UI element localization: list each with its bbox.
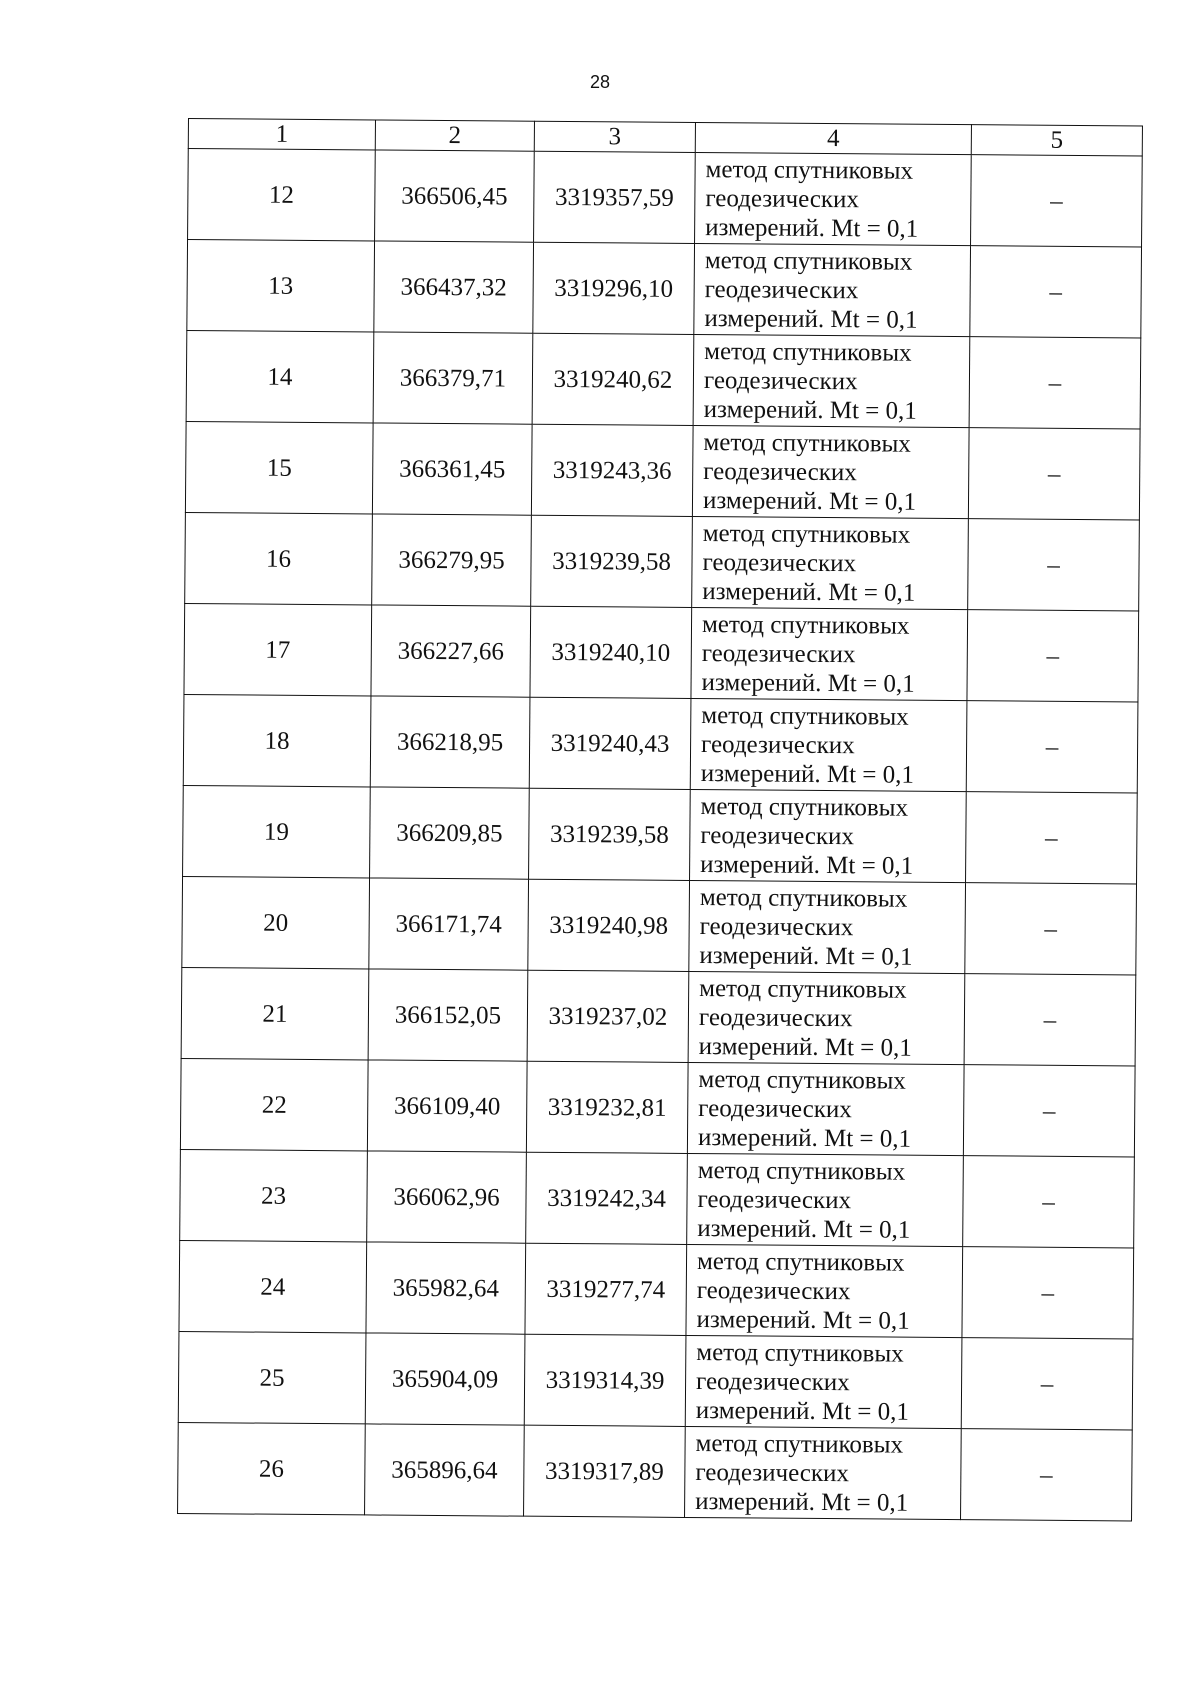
point-number: 16	[265, 545, 292, 573]
table-row	[186, 330, 1141, 428]
note-dash: –	[1044, 915, 1058, 943]
method-line-3: измерений. Mt = 0,1	[697, 1123, 912, 1153]
method-cell	[688, 971, 965, 1064]
point-number: 13	[268, 272, 294, 300]
y-coordinate-cell	[527, 970, 689, 1062]
x-coordinate-cell	[373, 332, 533, 424]
x-coordinate: 366109,40	[394, 1092, 501, 1120]
note-dash: –	[1049, 278, 1063, 306]
method-line-2: геодезических	[701, 639, 856, 668]
method-line-1: метод спутниковых	[695, 1429, 904, 1459]
note-dash: –	[1043, 1006, 1057, 1034]
x-coordinate: 365904,09	[391, 1365, 499, 1393]
column-header-1: 1	[188, 119, 375, 150]
y-coordinate-cell	[524, 1334, 686, 1426]
method-line-2: геодезических	[695, 1458, 850, 1487]
method-line-3: измерений. Mt = 0,1	[702, 577, 916, 607]
note-cell	[970, 246, 1142, 338]
y-coordinate-cell	[525, 1243, 687, 1335]
point-number-cell	[181, 967, 369, 1059]
x-coordinate-cell	[366, 1242, 526, 1334]
method-line-1: метод спутниковых	[700, 792, 909, 822]
x-coordinate: 366218,95	[396, 728, 504, 756]
table-row	[178, 1422, 1133, 1520]
x-coordinate: 366279,95	[398, 546, 505, 575]
x-coordinate: 366227,66	[397, 637, 505, 665]
method-line-2: геодезических	[695, 1367, 850, 1396]
method-cell	[687, 1153, 964, 1246]
method-line-1: метод спутниковых	[701, 701, 909, 731]
note-dash: –	[1045, 824, 1058, 852]
method-line-2: геодезических	[703, 457, 857, 486]
method-line-1: метод спутниковых	[705, 155, 914, 185]
point-number: 23	[260, 1182, 287, 1210]
note-cell	[962, 1247, 1134, 1339]
point-number: 12	[268, 181, 295, 209]
x-coordinate: 366506,45	[401, 182, 508, 211]
note-cell	[961, 1338, 1133, 1430]
x-coordinate-cell	[370, 696, 530, 788]
note-cell	[961, 1429, 1133, 1521]
table-row	[185, 512, 1140, 610]
method-line-1: метод спутниковых	[699, 974, 907, 1004]
note-cell	[966, 792, 1138, 884]
method-line-3: измерений. Mt = 0,1	[696, 1305, 910, 1335]
method-line-2: геодезических	[700, 821, 855, 850]
point-number-cell	[183, 785, 371, 877]
point-number: 25	[259, 1364, 285, 1392]
point-number-cell	[182, 876, 370, 968]
point-number: 21	[262, 1000, 288, 1028]
method-line-3: измерений. Mt = 0,1	[698, 1032, 912, 1062]
method-line-1: метод спутниковых	[696, 1247, 905, 1277]
point-number-cell	[186, 330, 374, 422]
point-number-cell	[184, 603, 372, 695]
x-coordinate: 366437,32	[400, 273, 507, 302]
table-row	[183, 694, 1138, 792]
y-coordinate-cell	[532, 333, 694, 425]
method-line-1: метод спутниковых	[704, 246, 913, 276]
point-number-cell	[179, 1240, 367, 1332]
method-cell	[686, 1244, 963, 1337]
note-dash: –	[1042, 1188, 1055, 1216]
x-coordinate-cell	[371, 605, 531, 697]
point-number: 20	[263, 909, 289, 937]
method-line-3: измерений. Mt = 0,1	[699, 941, 913, 971]
y-coordinate: 3319243,36	[552, 456, 672, 485]
note-dash: –	[1046, 642, 1060, 670]
point-number-cell	[188, 149, 376, 241]
point-number: 19	[263, 818, 290, 846]
x-coordinate-cell	[372, 514, 532, 606]
x-coordinate: 366379,71	[399, 364, 507, 393]
note-cell	[963, 1156, 1135, 1248]
coordinates-table	[177, 118, 1143, 1521]
method-line-1: метод спутниковых	[703, 428, 911, 458]
x-coordinate-cell	[374, 241, 534, 333]
y-coordinate: 3319240,62	[553, 365, 673, 394]
method-line-1: метод спутниковых	[702, 519, 911, 549]
method-line-2: геодезических	[698, 1003, 853, 1032]
note-dash: –	[1048, 369, 1062, 397]
method-line-3: измерений. Mt = 0,1	[695, 1396, 910, 1426]
table-row	[185, 421, 1140, 519]
y-coordinate: 3319237,02	[548, 1002, 668, 1031]
method-cell	[694, 243, 971, 336]
method-line-1: метод спутниковых	[699, 883, 908, 913]
method-line-2: геодезических	[697, 1185, 852, 1214]
y-coordinate-cell	[531, 515, 693, 607]
method-cell	[687, 1062, 964, 1155]
x-coordinate-cell	[368, 969, 528, 1061]
table-row	[179, 1240, 1134, 1338]
y-coordinate-cell	[526, 1152, 688, 1244]
method-line-2: геодезических	[705, 184, 860, 213]
note-cell	[968, 428, 1140, 520]
table-row	[178, 1331, 1133, 1429]
point-number: 26	[258, 1455, 284, 1483]
method-cell	[693, 334, 970, 427]
method-line-1: метод спутниковых	[701, 610, 910, 640]
point-number-cell	[180, 1058, 368, 1150]
method-line-3: измерений. Mt = 0,1	[702, 486, 917, 516]
point-number-cell	[178, 1331, 366, 1423]
method-line-3: измерений. Mt = 0,1	[701, 668, 915, 698]
coordinates-table-body	[178, 119, 1143, 1521]
y-coordinate-cell	[529, 788, 691, 880]
y-coordinate-cell	[531, 424, 693, 516]
method-line-2: геодезических	[703, 366, 858, 395]
method-cell	[692, 425, 969, 518]
method-line-2: геодезических	[700, 730, 855, 759]
note-dash: –	[1041, 1279, 1055, 1307]
point-number: 18	[264, 727, 290, 755]
method-line-2: геодезических	[696, 1276, 851, 1305]
x-coordinate: 366361,45	[399, 455, 506, 484]
table-row	[184, 603, 1139, 701]
y-coordinate-cell	[524, 1425, 686, 1517]
table-row	[180, 1149, 1135, 1247]
note-cell	[969, 337, 1141, 429]
note-dash: –	[1045, 733, 1059, 761]
method-line-3: измерений. Mt = 0,1	[697, 1214, 911, 1244]
note-dash: –	[1040, 1370, 1054, 1398]
note-dash: –	[1050, 187, 1063, 215]
y-coordinate: 3319296,10	[554, 274, 674, 303]
method-line-2: геодезических	[698, 1094, 852, 1123]
y-coordinate-cell	[528, 879, 690, 971]
note-dash: –	[1047, 551, 1060, 579]
point-number: 22	[261, 1091, 287, 1119]
note-cell	[968, 519, 1140, 611]
y-coordinate-cell	[526, 1061, 688, 1153]
point-number-cell	[185, 512, 373, 604]
x-coordinate-cell	[369, 878, 529, 970]
x-coordinate-cell	[367, 1060, 527, 1152]
method-line-3: измерений. Mt = 0,1	[704, 304, 918, 334]
table-row	[183, 785, 1138, 883]
point-number: 14	[267, 363, 293, 391]
column-header-5: 5	[971, 125, 1142, 156]
y-coordinate: 3319240,43	[550, 729, 670, 758]
point-number-cell	[178, 1422, 366, 1514]
x-coordinate-cell	[365, 1333, 525, 1425]
y-coordinate: 3319240,98	[549, 911, 669, 940]
method-line-1: метод спутниковых	[697, 1156, 906, 1186]
x-coordinate: 366209,85	[396, 819, 503, 847]
note-cell	[965, 883, 1137, 975]
point-number: 15	[266, 454, 292, 482]
x-coordinate: 366171,74	[395, 910, 502, 938]
note-dash: –	[1042, 1097, 1056, 1125]
point-number: 24	[260, 1273, 286, 1301]
note-cell	[971, 155, 1143, 247]
y-coordinate: 3319242,34	[547, 1184, 667, 1213]
y-coordinate: 3319232,81	[547, 1093, 667, 1122]
method-line-1: метод спутниковых	[696, 1338, 904, 1368]
column-header-3: 3	[534, 121, 695, 152]
note-cell	[967, 610, 1139, 702]
method-line-3: измерений. Mt = 0,1	[700, 850, 914, 880]
x-coordinate-cell	[372, 423, 532, 515]
y-coordinate: 3319240,10	[551, 638, 671, 667]
x-coordinate-cell	[375, 150, 535, 242]
table-row	[187, 240, 1142, 338]
method-line-1: метод спутниковых	[704, 337, 912, 367]
x-coordinate-cell	[367, 1151, 527, 1243]
method-line-2: геодезических	[699, 912, 854, 941]
x-coordinate-cell	[365, 1424, 525, 1516]
table-row	[182, 876, 1137, 974]
x-coordinate: 365982,64	[392, 1274, 500, 1302]
table-row	[180, 1058, 1135, 1156]
method-line-3: измерений. Mt = 0,1	[703, 395, 917, 425]
method-line-1: метод спутниковых	[698, 1065, 906, 1095]
table-row	[181, 967, 1136, 1065]
method-cell	[690, 698, 967, 791]
method-cell	[690, 789, 967, 882]
y-coordinate-cell	[534, 151, 696, 243]
method-cell	[691, 607, 968, 700]
x-coordinate: 366062,96	[393, 1183, 500, 1211]
method-line-3: измерений. Mt = 0,1	[700, 759, 915, 789]
note-cell	[964, 974, 1136, 1066]
note-dash: –	[1040, 1461, 1053, 1489]
point-number-cell	[185, 421, 373, 513]
y-coordinate-cell	[533, 242, 695, 334]
y-coordinate: 3319239,58	[549, 820, 669, 849]
page-number: 28	[589, 72, 611, 92]
note-cell	[966, 701, 1138, 793]
method-cell	[685, 1426, 962, 1519]
y-coordinate: 3319357,59	[554, 183, 674, 212]
x-coordinate: 365896,64	[391, 1456, 498, 1484]
method-cell	[685, 1335, 962, 1428]
y-coordinate: 3319314,39	[545, 1366, 665, 1395]
point-number-cell	[180, 1149, 368, 1241]
method-line-3: измерений. Mt = 0,1	[705, 213, 919, 243]
note-dash: –	[1047, 460, 1061, 488]
method-cell	[692, 516, 969, 609]
method-line-2: геодезических	[704, 275, 859, 304]
method-line-2: геодезических	[702, 548, 857, 577]
note-cell	[963, 1065, 1135, 1157]
y-coordinate: 3319277,74	[546, 1275, 666, 1304]
x-coordinate-cell	[370, 787, 530, 879]
table-row	[188, 149, 1143, 247]
method-line-3: измерений. Mt = 0,1	[695, 1487, 909, 1517]
column-header-2: 2	[375, 120, 534, 151]
x-coordinate: 366152,05	[394, 1001, 502, 1029]
method-cell	[689, 880, 966, 973]
y-coordinate-cell	[529, 697, 691, 789]
point-number-cell	[187, 240, 375, 332]
y-coordinate: 3319239,58	[552, 547, 672, 576]
y-coordinate-cell	[530, 606, 692, 698]
column-header-4: 4	[695, 122, 971, 154]
point-number-cell	[183, 694, 371, 786]
y-coordinate: 3319317,89	[544, 1457, 664, 1486]
method-cell	[695, 152, 972, 245]
point-number: 17	[265, 636, 291, 664]
